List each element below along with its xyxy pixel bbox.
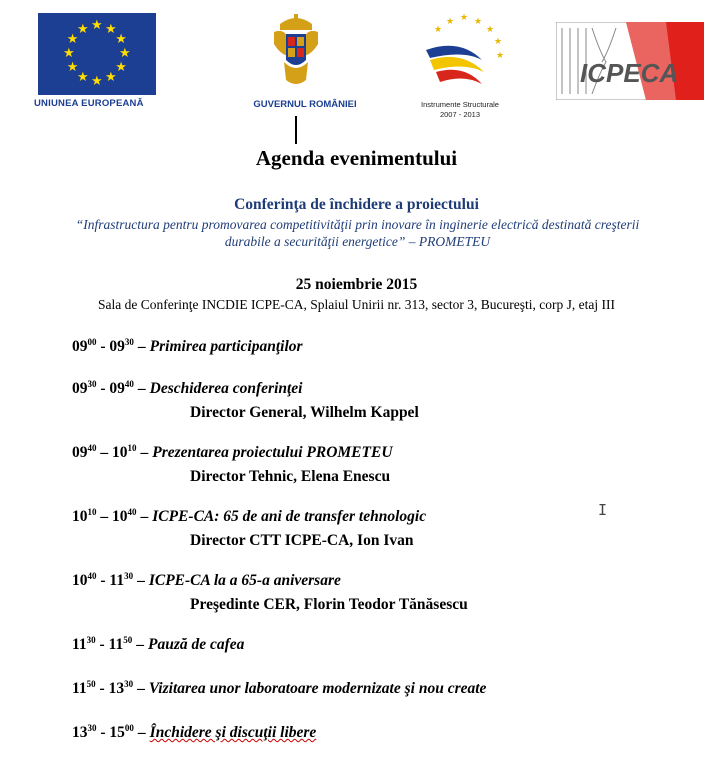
agenda-title: Vizitarea unor laboratoare modernizate şi nou create	[148, 680, 487, 697]
agenda-time: $11^{30} - 11^{50}$	[72, 635, 133, 653]
svg-text:★: ★	[434, 25, 443, 35]
svg-text:★: ★	[446, 17, 455, 27]
eu-star-icon: ★	[119, 46, 131, 61]
agenda-dash: –	[137, 572, 145, 589]
structural-instruments-logo	[420, 10, 508, 96]
agenda-time: $09^{40} - 10^{10}$	[72, 443, 137, 461]
eu-star-icon: ★	[77, 70, 89, 86]
quote-line-1: “Infrastructura pentru promovarea competitivităţii prin inovare în inginerie electrică destinată creşterii	[75, 217, 640, 232]
agenda-speaker: Preşedinte CER, Florin Teodor Tănăsescu	[190, 596, 468, 613]
eu-star-icon: ★	[91, 18, 103, 33]
svg-text:★: ★	[474, 17, 483, 27]
agenda-item	[72, 444, 393, 462]
agenda-time: $09^{30} - 09^{40}$	[72, 379, 134, 397]
svg-text:★: ★	[496, 51, 505, 61]
agenda-speaker: Director General, Wilhelm Kappel	[190, 404, 419, 421]
agenda-dash: –	[137, 338, 146, 355]
agenda-time: $13^{30} - 15^{00}$	[72, 723, 134, 741]
eu-logo-label: UNIUNEA EUROPEANĂ	[34, 98, 144, 109]
project-title-quote	[10, 216, 705, 250]
agenda-dash: –	[136, 636, 144, 653]
government-logo-label: GUVERNUL ROMÂNIEI	[253, 99, 357, 110]
romanian-coat-of-arms-logo	[272, 10, 320, 98]
agenda-time: $09^{00} - 09^{30}$	[72, 337, 134, 355]
agenda-dash: –	[140, 508, 149, 525]
icpe-ca-wordmark: ICPECA	[580, 58, 679, 88]
agenda-title: ICPE-CA la a 65-a aniversare	[148, 572, 341, 589]
agenda-title: Primirea participanţilor	[149, 338, 303, 355]
agenda-item	[72, 680, 486, 698]
text-cursor-icon: I	[598, 501, 608, 519]
agenda-dash: –	[137, 724, 146, 741]
agenda-time: $10^{40} - 11^{30}$	[72, 571, 134, 589]
agenda-dash: –	[137, 380, 146, 397]
agenda-item	[72, 380, 303, 398]
vertical-divider	[295, 116, 297, 144]
eu-star-icon: ★	[115, 32, 127, 47]
agenda-item	[72, 338, 303, 356]
agenda-title: ICPE-CA: 65 de ani de transfer tehnologic	[152, 508, 427, 525]
conference-subtitle: Conferinţa de închidere a proiectului	[234, 196, 479, 213]
agenda-dash: –	[137, 680, 145, 697]
agenda-item	[72, 724, 316, 742]
page-title: Agenda evenimentului	[255, 146, 458, 170]
quote-line-2: durabile a securităţii energetice” – PROMETEU	[224, 234, 491, 249]
eu-star-icon: ★	[105, 70, 117, 86]
agenda-item	[72, 572, 341, 590]
agenda-time: $10^{10} - 10^{40}$	[72, 507, 137, 525]
agenda-title: Prezentarea proiectului PROMETEU	[152, 444, 393, 461]
event-date: 25 noiembrie 2015	[295, 276, 418, 293]
agenda-speaker: Director CTT ICPE-CA, Ion Ivan	[190, 532, 414, 549]
svg-text:★: ★	[460, 13, 469, 23]
eu-star-icon: ★	[105, 21, 117, 37]
eu-star-icon: ★	[63, 46, 75, 61]
eu-flag-logo	[38, 13, 156, 95]
agenda-dash: –	[140, 444, 149, 461]
agenda-item	[72, 508, 426, 526]
agenda-title: Închidere şi discuţii libere	[149, 724, 317, 741]
agenda-item	[72, 636, 244, 654]
agenda-title: Deschiderea conferinţei	[149, 380, 303, 397]
agenda-speaker: Director Tehnic, Elena Enescu	[190, 468, 391, 485]
eu-star-icon: ★	[115, 60, 127, 75]
structural-instruments-label: Instrumente Structurale	[421, 100, 499, 109]
structural-instruments-years: 2007 - 2013	[439, 110, 481, 119]
agenda-time: $11^{50} - 13^{30}$	[72, 679, 134, 697]
icpe-ca-logo	[556, 22, 704, 100]
agenda-title: Pauză de cafea	[147, 636, 245, 653]
svg-text:★: ★	[486, 25, 495, 35]
eu-star-icon: ★	[66, 60, 79, 75]
svg-text:★: ★	[494, 37, 503, 47]
eu-star-icon: ★	[66, 32, 79, 47]
event-venue: Sala de Conferinţe INCDIE ICPE-CA, Splaiul Unirii nr. 313, sector 3, Bucureşti, corp J, etaj III	[97, 297, 616, 312]
eu-star-icon: ★	[91, 74, 103, 89]
eu-star-icon: ★	[77, 21, 89, 37]
